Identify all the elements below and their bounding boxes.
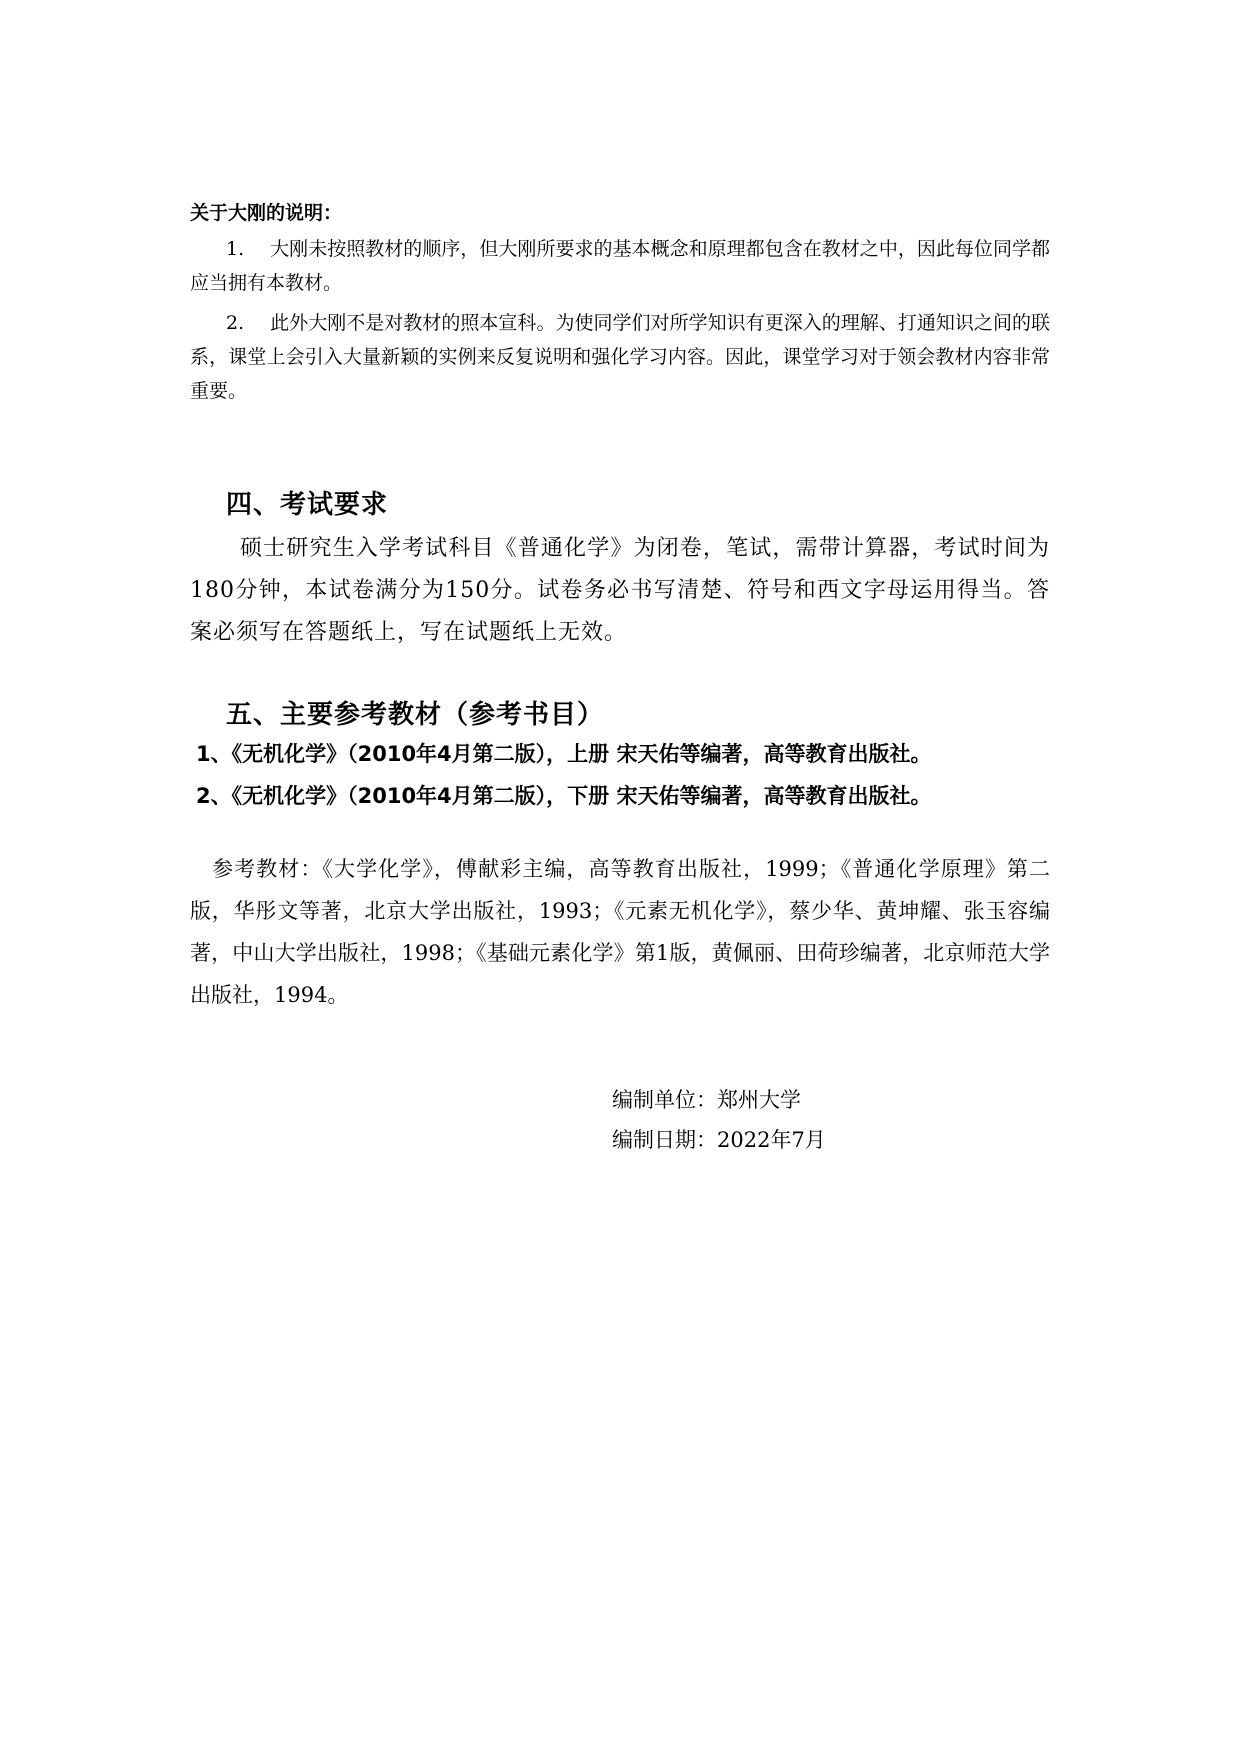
outline-note-number: 1. (226, 238, 245, 260)
outline-notes-title: 关于大刚的说明： (190, 202, 343, 224)
outline-note-number: 2. (226, 312, 245, 334)
exam-requirements-heading: 四、考试要求 (226, 490, 389, 520)
compiling-unit: 编制单位：郑州大学 (612, 1088, 801, 1112)
outline-note-text: 大刚未按照教材的顺序，但大刚所要求的基本概念和原理都包含在教材之中，因此每位同学都应当拥有本教材。 (190, 238, 1050, 294)
exam-requirements-body: 硕士研究生入学考试科目《普通化学》为闭卷，笔试，需带计算器，考试时间为180分钟，本试卷满分为150分。试卷务必书写清楚、符号和西文字母运用得当。答案必须写在答题纸上，写在试题纸上无效。 (190, 536, 1050, 645)
reference-book-item: 2、《无机化学》（2010年4月第二版），下册 宋天佑等编著，高等教育出版社。 (196, 784, 932, 808)
references-heading: 五、主要参考教材（参考书目） (226, 700, 605, 730)
compiling-date: 编制日期：2022年7月 (612, 1128, 826, 1152)
outline-note-text: 此外大刚不是对教材的照本宣科。为使同学们对所学知识有更深入的理解、打通知识之间的联系，课堂上会引入大量新颖的实例来反复说明和强化学习内容。因此，课堂学习对于领会教材内容非常重要。 (190, 312, 1050, 402)
other-references: 参考教材：《大学化学》，傅献彩主编，高等教育出版社，1999；《普通化学原理》第二版，华彤文等著，北京大学出版社，1993；《元素无机化学》，蔡少华、黄坤耀、张玉容编著，中山大学出版社，1998；《基础元素化学》第1版，黄佩丽、田荷珍编著，北京师范大学出版社，1994。 (190, 857, 1050, 1007)
outline-note-item (190, 306, 1050, 408)
outline-note-item (190, 232, 1050, 300)
reference-book-item: 1、《无机化学》（2010年4月第二版），上册 宋天佑等编著，高等教育出版社。 (196, 742, 932, 766)
